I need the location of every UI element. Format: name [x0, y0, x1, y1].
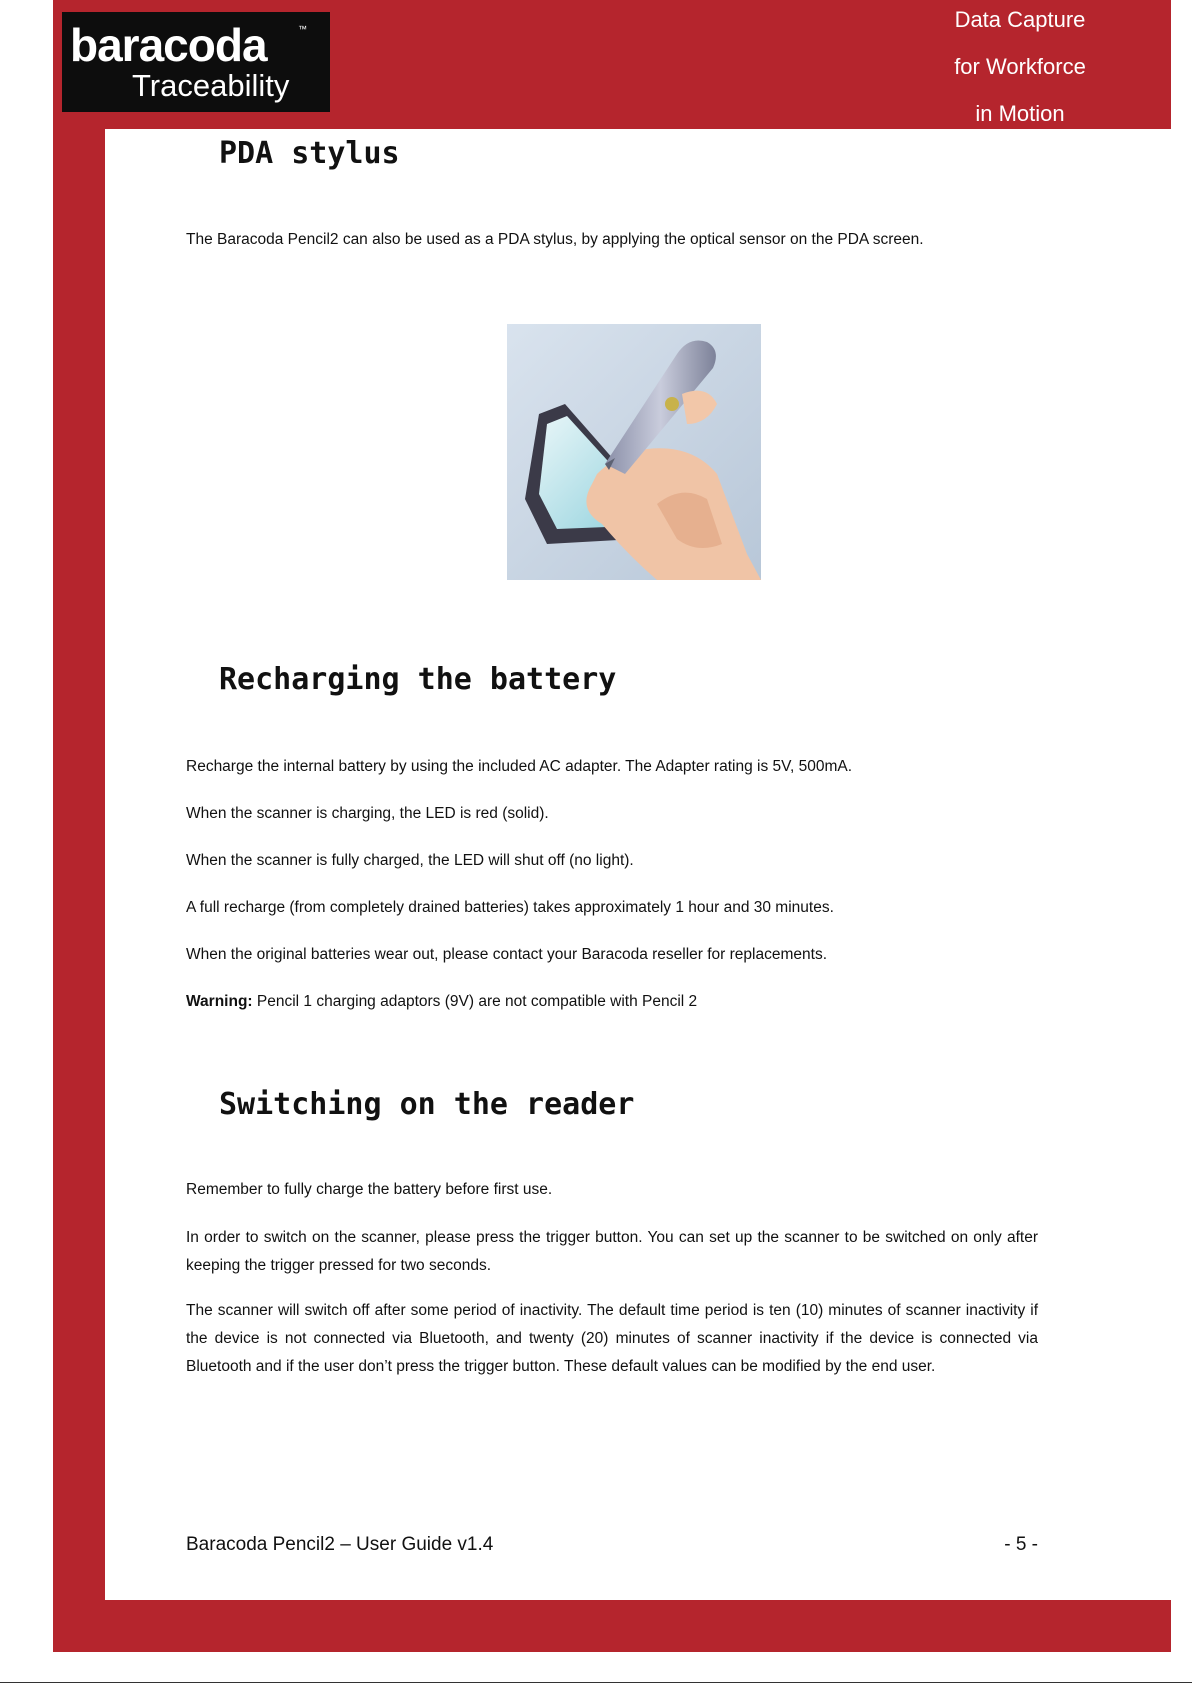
section-title-recharging: Recharging the battery	[219, 662, 617, 697]
battery-warning	[186, 988, 1038, 1016]
section-title-pda-stylus: PDA stylus	[219, 136, 400, 171]
warning-label: Warning:	[186, 993, 253, 1010]
battery-text-charged: When the scanner is fully charged, the LED will shut off (no light).	[186, 852, 634, 869]
tagline-line: for Workforce	[954, 54, 1086, 79]
page-divider	[0, 1682, 1192, 1683]
warning-text: Pencil 1 charging adaptors (9V) are not compatible with Pencil 2	[252, 993, 698, 1010]
switching-text-trigger: In order to switch on the scanner, please press the trigger button. You can set up the scanner to be switched on only after keeping the trigger pressed for two seconds.	[186, 1229, 1038, 1274]
battery-text-replacement: When the original batteries wear out, please contact your Baracoda reseller for replacements.	[186, 946, 828, 963]
battery-text-duration: A full recharge (from completely drained batteries) takes approximately 1 hour and 30 minutes.	[186, 899, 834, 916]
page-number: - 5 -	[1004, 1534, 1038, 1555]
pda-stylus-photo	[507, 324, 761, 580]
tagline	[900, 6, 1140, 147]
battery-text-adapter: Recharge the internal battery by using the included AC adapter. The Adapter rating is 5V, 500mA.	[186, 758, 853, 775]
logo-trademark: ™	[298, 24, 307, 34]
logo-wordmark: baracoda	[70, 19, 267, 71]
switching-text-inactivity: The scanner will switch off after some period of inactivity. The default time period is ten (10) minutes of scanner inactivity if the device is not connected via Bluetooth, and twenty (20) minutes of scanner inactivity if the device is connected via Bluetooth and if the user don’t press the trigger button. These default values can be modified by the end user.	[186, 1302, 1038, 1375]
tagline-line: Data Capture	[954, 7, 1086, 32]
pda-stylus-text: The Baracoda Pencil2 can also be used as a PDA stylus, by applying the optical sensor on the PDA screen.	[186, 231, 924, 248]
baracoda-logo	[62, 12, 330, 112]
tagline-line: in Motion	[975, 101, 1065, 126]
footer-band	[53, 1600, 1171, 1652]
left-border	[53, 0, 105, 1652]
switching-text-charge-first: Remember to fully charge the battery before first use.	[186, 1181, 553, 1198]
footer-guide-title: Baracoda Pencil2 – User Guide v1.4	[186, 1534, 494, 1555]
battery-text-charging: When the scanner is charging, the LED is red (solid).	[186, 805, 549, 822]
logo-subtitle: Traceability	[132, 68, 290, 103]
section-title-switching-on: Switching on the reader	[219, 1087, 635, 1122]
